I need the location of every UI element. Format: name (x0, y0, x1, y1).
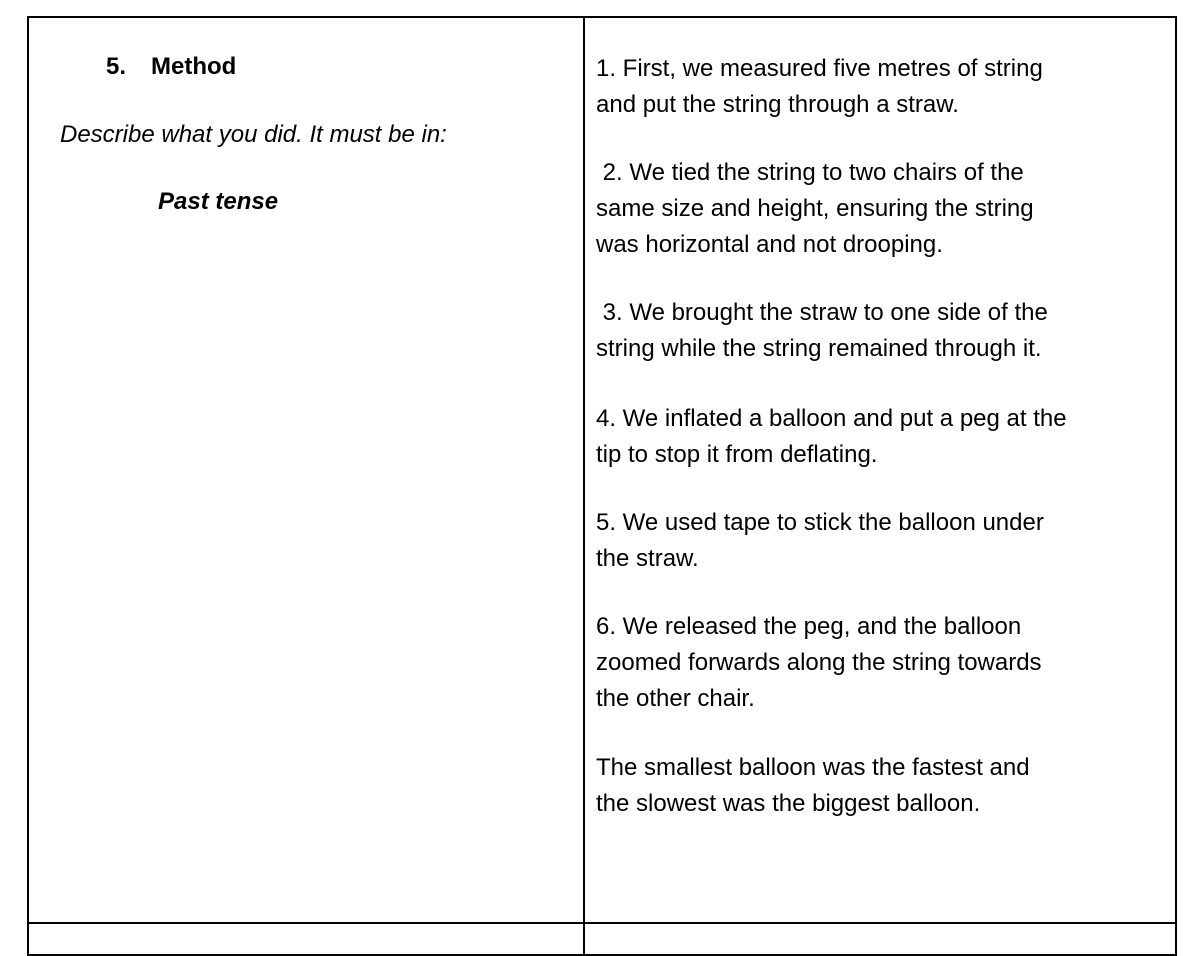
section-title: Method (151, 53, 237, 80)
step-line: 4. We inflated a balloon and put a peg at the (596, 405, 1067, 432)
step-line: 6. We released the peg, and the balloon (596, 613, 1022, 640)
method-step (596, 401, 1171, 473)
section-heading (106, 53, 236, 81)
row-divider (29, 922, 1175, 924)
conclusion-note (596, 750, 1171, 822)
step-line: zoomed forwards along the string towards (596, 649, 1042, 676)
method-step (596, 295, 1171, 367)
method-step (596, 505, 1171, 577)
step-line: same size and height, ensuring the string (596, 195, 1034, 222)
column-divider (583, 18, 585, 954)
step-line: the straw. (596, 545, 699, 572)
step-line: 3. We brought the straw to one side of the (596, 299, 1048, 326)
step-line: The smallest balloon was the fastest and (596, 754, 1030, 781)
instruction-text: Describe what you did. It must be in: (60, 121, 447, 148)
method-step (596, 51, 1171, 123)
step-line: tip to stop it from deflating. (596, 441, 878, 468)
requirement-text: Past tense (158, 188, 279, 215)
method-step (596, 155, 1171, 263)
step-line: 5. We used tape to stick the balloon under (596, 509, 1044, 536)
step-line: 1. First, we measured five metres of string (596, 55, 1043, 82)
step-line: the other chair. (596, 685, 755, 712)
step-line: and put the string through a straw. (596, 91, 959, 118)
method-step (596, 609, 1171, 717)
step-line: string while the string remained through it. (596, 335, 1042, 362)
step-line: the slowest was the biggest balloon. (596, 790, 981, 817)
section-number: 5. (106, 53, 127, 80)
step-line: 2. We tied the string to two chairs of the (596, 159, 1024, 186)
step-line: was horizontal and not drooping. (596, 231, 943, 258)
method-table (27, 16, 1177, 956)
